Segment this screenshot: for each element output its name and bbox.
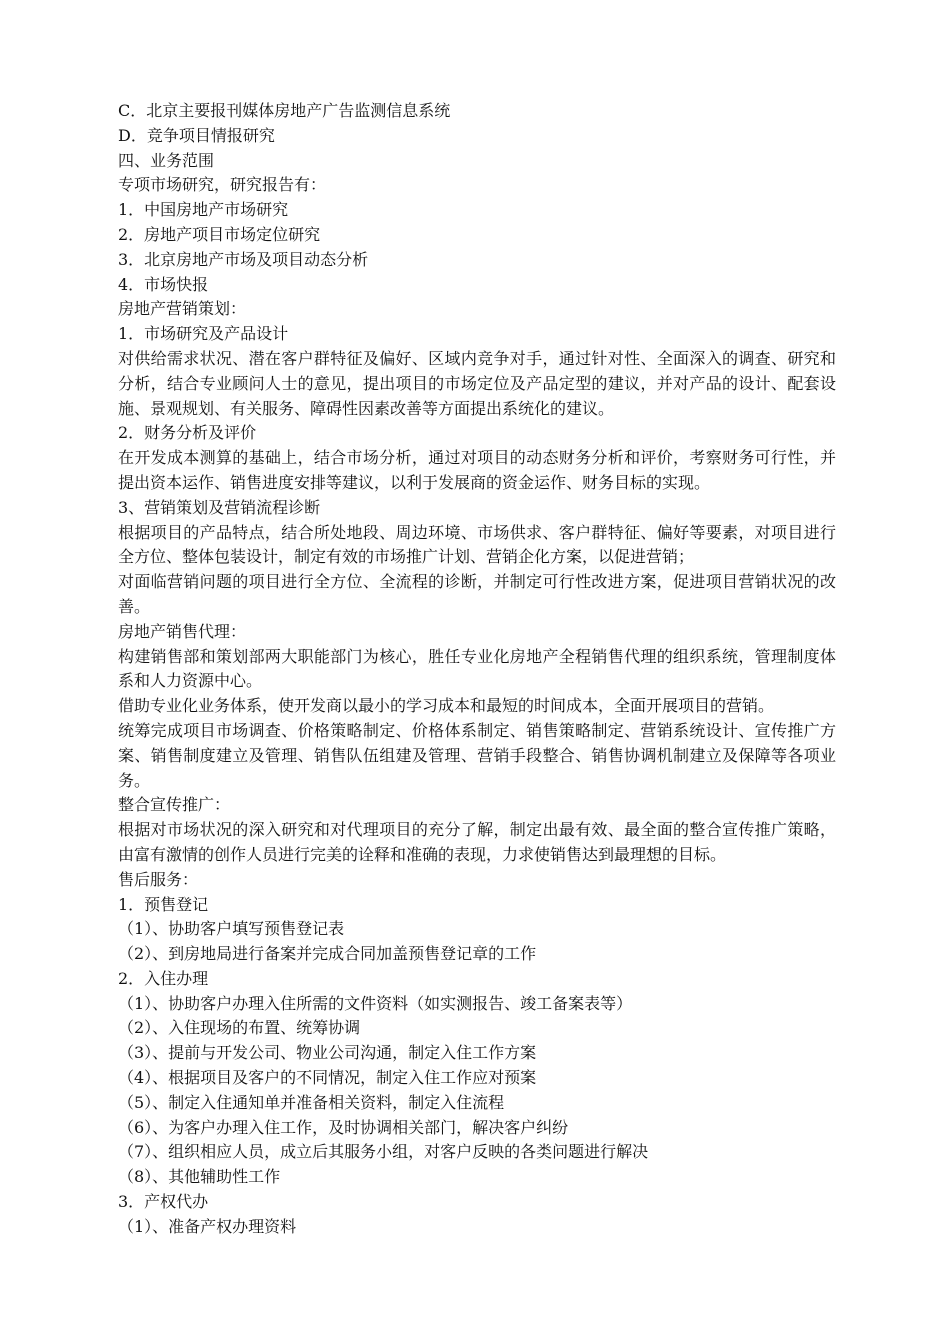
text-line: 2．财务分析及评价 [118,423,257,443]
text-line: 四、业务范围 [118,150,215,170]
paragraph: 统筹完成项目市场调查、价格策略制定、价格体系制定、销售策略制定、营销系统设计、宣传推广方案、销售制度建立及管理、销售队伍组建及管理、营销手段整合、销售协调机制建立及保障等各项业务。 [118,720,836,790]
text-line: 1．预售登记 [118,894,209,914]
text-line: （8）、其他辅助性工作 [118,1167,281,1187]
text-line: 3．北京房地产市场及项目动态分析 [118,249,369,269]
paragraph: 在开发成本测算的基础上，结合市场分析，通过对项目的动态财务分析和评价，考察财务可行性，并提出资本运作、销售进度安排等建议，以利于发展商的资金运作、财务目标的实现。 [118,448,836,492]
text-line: 1．市场研究及产品设计 [118,324,289,344]
text-line: 房地产销售代理： [118,621,247,641]
text-line: （5）、制定入住通知单并准备相关资料，制定入住流程 [118,1092,505,1112]
text-line: 整合宣传推广： [118,795,231,815]
text-line: 房地产营销策划： [118,299,247,319]
text-line: （4）、根据项目及客户的不同情况，制定入住工作应对预案 [118,1068,537,1088]
text-line: 1．中国房地产市场研究 [118,200,289,220]
text-line: （1）、协助客户填写预售登记表 [118,919,345,939]
document-body [118,99,836,1240]
text-line: 3、营销策划及营销流程诊断 [118,497,321,517]
text-line: 2．房地产项目市场定位研究 [118,224,321,244]
paragraph: 构建销售部和策划部两大职能部门为核心，胜任专业化房地产全程销售代理的组织系统，管理制度体系和人力资源中心。 [118,646,836,691]
text-line: 专项市场研究，研究报告有： [118,175,327,195]
paragraph: 根据对市场状况的深入研究和对代理项目的充分了解，制定出最有效、最全面的整合宣传推广策略，由富有激情的创作人员进行完美的诠释和准确的表现，力求使销售达到最理想的目标。 [118,820,836,864]
text-line: （1）、准备产权办理资料 [118,1216,297,1236]
paragraph: 对供给需求状况、潜在客户群特征及偏好、区域内竞争对手，通过针对性、全面深入的调查、研究和分析，结合专业顾问人士的意见，提出项目的市场定位及产品定型的建议，并对产品的设计、配套设施、景观规划、有关服务、障碍性因素改善等方面提出系统化的建议。 [118,348,836,418]
paragraph: 根据项目的产品特点，结合所处地段、周边环境、市场供求、客户群特征、偏好等要素，对项目进行全方位、整体包装设计，制定有效的市场推广计划、营销企化方案，以促进营销； [118,522,836,567]
text-line: （6）、为客户办理入住工作，及时协调相关部门，解决客户纠纷 [118,1117,569,1137]
text-line: 2．入住办理 [118,968,209,988]
paragraph: 对面临营销问题的项目进行全方位、全流程的诊断，并制定可行性改进方案，促进项目营销状况的改善。 [118,572,836,616]
text-line: 售后服务： [118,869,199,889]
text-line: （2）、入住现场的布置、统筹协调 [118,1018,361,1038]
text-line: C．北京主要报刊媒体房地产广告监测信息系统 [118,101,451,120]
text-line: （1）、协助客户办理入住所需的文件资料（如实测报告、竣工备案表等） [118,993,633,1013]
text-line: 3．产权代办 [118,1192,209,1212]
text-line: （3）、提前与开发公司、物业公司沟通，制定入住工作方案 [118,1043,537,1063]
text-line: 借助专业化业务体系，使开发商以最小的学习成本和最短的时间成本，全面开展项目的营销。 [118,696,775,716]
text-line: D．竞争项目情报研究 [118,125,275,145]
text-line: （7）、组织相应人员，成立后其服务小组，对客户反映的各类问题进行解决 [118,1142,649,1162]
text-line: 4．市场快报 [118,274,209,294]
text-line: （2）、到房地局进行备案并完成合同加盖预售登记章的工作 [118,944,537,964]
